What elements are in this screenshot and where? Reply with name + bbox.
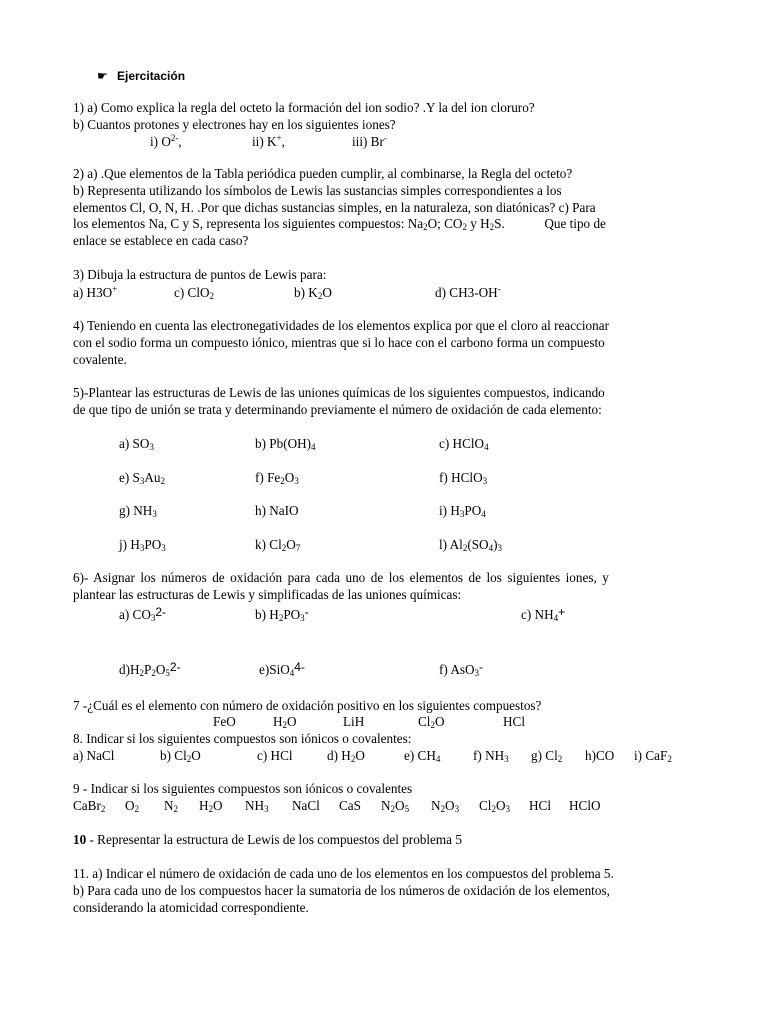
section-heading: [97, 68, 185, 85]
q7-item: $H_2O$: [273, 714, 297, 730]
q9-item: HCl: [529, 798, 551, 813]
q4-line-1: 4) Teniendo en cuenta las electronegatividades de los elementos explica por que el cloro al reaccionar: [73, 318, 609, 333]
q9-item: CaBr$_2$: [73, 798, 106, 814]
q2-line-2: b) Representa utilizando los símbolos de Lewis las sustancias simples correspondientes a los: [73, 182, 562, 198]
question-7-title: 7 -¿Cuál es el elemento con número de oxidación positivo en los siguientes compuestos?: [73, 698, 542, 713]
q6-item: $d)H_2P_2O_52-$: [119, 660, 181, 678]
q8-item: e) $CH_4$: [404, 748, 441, 764]
q6-line-1: 6)- Asignar los números de oxidación para cada uno de los elementos de los siguientes iones, y: [73, 570, 609, 585]
question-10: [73, 832, 723, 849]
q5-item: i) $H_3PO_4$: [439, 503, 486, 519]
question-2: [73, 166, 723, 250]
q6-item: f) AsO$_3$-: [439, 660, 484, 678]
q7-item: LiH: [343, 714, 365, 729]
q3-item-b: b) $K_2O$: [294, 285, 332, 301]
q5-item: f) HClO$_3$: [439, 470, 488, 486]
q3-item-a: a) H3O+: [73, 284, 118, 300]
q11-line-2: b) Para cada uno de los compuestos hacer la sumatoria de los números de oxidación de los elementos,: [73, 882, 610, 898]
q5-item: e) $S_3Au_2$: [119, 470, 166, 486]
q7-item: HCl: [503, 714, 525, 729]
q9-item: $H_2O$: [199, 798, 223, 814]
q7-item: FeO: [213, 714, 236, 729]
q8-item: h)CO: [585, 748, 615, 763]
q7-item: $Cl_2O$: [418, 714, 445, 730]
q9-item: $Cl_2O_3$: [479, 798, 510, 814]
q9-item: $N_2O_3$: [431, 798, 460, 814]
q4-line-3: covalente.: [73, 351, 127, 367]
q9-item: $O_2$: [125, 798, 140, 814]
q4-line-2: con el sodio forma un compuesto iónico, mientras que si lo hace con el carbono forma un compuesto: [73, 334, 605, 350]
q5-item: g) $NH_3$: [119, 503, 157, 519]
heading-text: Ejercitación: [117, 69, 186, 83]
q6-item: a) $CO_32-$: [119, 605, 167, 623]
q6-item: c) $NH_4+$: [521, 605, 566, 623]
question-3-title: 3) Dibuja la estructura de puntos de Lewis para:: [73, 267, 327, 282]
q6-item: e)SiO$_4$4-: [259, 660, 305, 678]
q1-ion-1: i) $O^{2-}$,: [150, 133, 182, 149]
q1-ion-3: iii) Br-: [352, 133, 387, 149]
q9-item: HClO: [569, 798, 601, 813]
q8-item: b) $Cl_2O$: [160, 748, 201, 764]
q9-item: NaCl: [292, 798, 320, 813]
question-8-title: 8. Indicar si los siguientes compuestos son iónicos o covalentes:: [73, 731, 412, 746]
q1-ion-2: ii) K+,: [252, 133, 285, 149]
question-4: [73, 318, 723, 368]
q5-item: k) $Cl_2O_7$: [255, 537, 301, 553]
q1-line-b: b) Cuantos protones y electrones hay en los siguientes iones?: [73, 116, 396, 132]
q5-item: h) NaIO: [255, 503, 299, 518]
q11-line-1: 11. a) Indicar el número de oxidación de cada uno de los elementos en los compuestos del problema 5.: [73, 866, 614, 881]
question-11: [73, 866, 723, 916]
q3-item-c: c) ClO$_2$: [174, 285, 215, 301]
q2-line-3: elementos Cl, O, N, H. .Por que dichas sustancias simples, en la naturaleza, son diatónicas? c) Para: [73, 199, 596, 215]
q10-text: - Representar la estructura de Lewis de los compuestos del problema 5: [86, 832, 462, 847]
q5-item: c) HClO$_4$: [439, 436, 489, 452]
q2-line-4: los elementos Na, C y S, representa los siguientes compuestos: $Na_2O$; $CO_2$ y $H_2S$. Que tipo de: [73, 216, 606, 233]
q10-number: 10: [73, 832, 87, 847]
q5-item: l) $Al_2(SO_4)_3$: [439, 537, 502, 553]
question-6: [73, 570, 723, 604]
q3-item-d: d) CH3-OH-: [435, 284, 501, 300]
q8-item: i) CaF$_2$: [634, 748, 672, 764]
q9-item: CaS: [339, 798, 361, 813]
q5-item: j) $H_3PO_3$: [119, 537, 166, 553]
question-1: [73, 100, 723, 134]
q9-item: $N_2$: [164, 798, 179, 814]
q5-item: f) $Fe_2O_3$: [255, 470, 299, 486]
q2-line-1: 2) a) .Que elementos de la Tabla periódica pueden cumplir, al combinarse, la Regla del octeto?: [73, 166, 573, 181]
q5-item: a) $SO_3$: [119, 436, 154, 452]
q8-item: d) $H_2O$: [327, 748, 365, 764]
q8-item: g) $Cl_2$: [531, 748, 563, 764]
q5-line-1: 5)-Plantear las estructuras de Lewis de las uniones químicas de los siguientes compuestos, indicando: [73, 385, 605, 400]
q6-item: b) $H_2PO_3-$: [255, 605, 309, 623]
q5-line-2: de que tipo de unión se trata y determinando previamente el número de oxidación de cada elemento:: [73, 401, 602, 417]
question-9-title: 9 - Indicar si los siguientes compuestos son iónicos o covalentes: [73, 781, 413, 796]
q9-item: $N_2O_5$: [381, 798, 410, 814]
pointing-hand-icon: ☛: [97, 69, 108, 83]
q2-line-5: enlace se establece en cada caso?: [73, 233, 249, 249]
q1-line-a: 1) a) Como explica la regla del octeto la formación del ion sodio? .Y la del ion cloruro?: [73, 100, 535, 115]
q8-item: f) $NH_3$: [473, 748, 509, 764]
q8-item: a) NaCl: [73, 748, 115, 763]
q6-line-2: plantear las estructuras de Lewis y simplificadas de las uniones químicas:: [73, 586, 462, 602]
question-5: [73, 385, 723, 419]
q5-item: b) $Pb(OH)_4$: [255, 436, 316, 452]
q9-item: $NH_3$: [245, 798, 269, 814]
q8-item: c) HCl: [257, 748, 293, 763]
q11-line-3: considerando la atomicidad correspondiente.: [73, 899, 309, 915]
